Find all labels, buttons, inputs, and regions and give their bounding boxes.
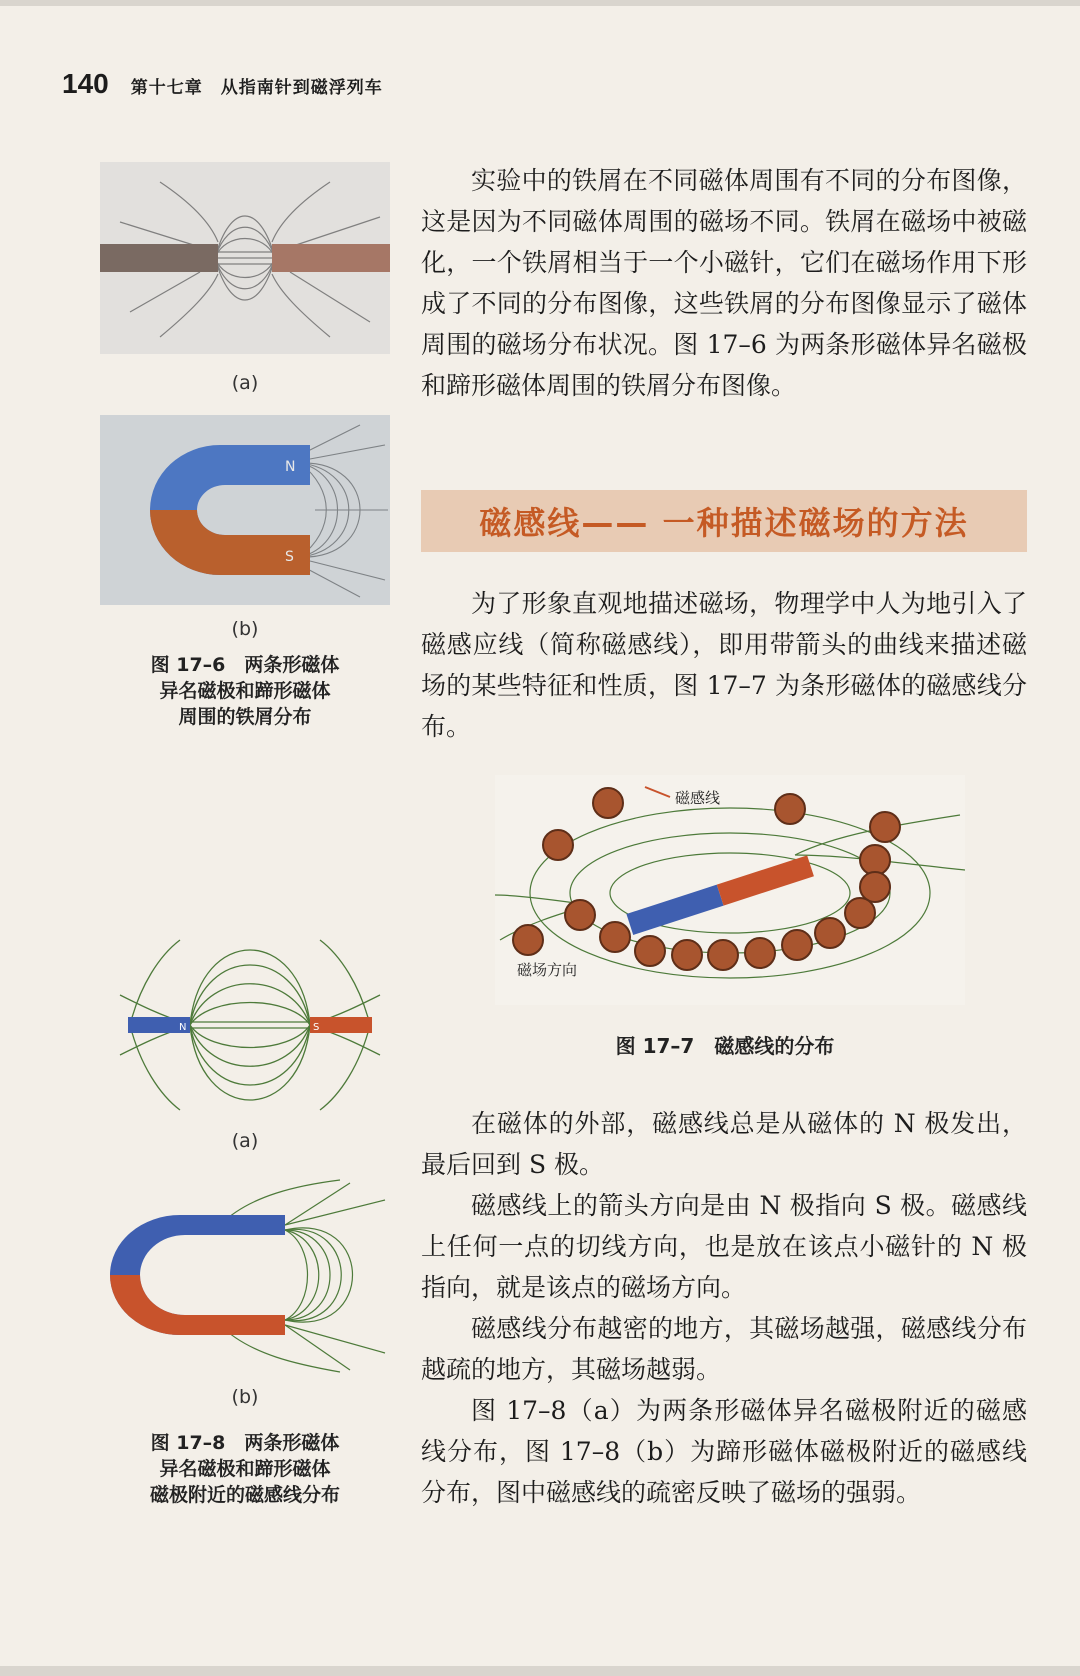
caption-line: 磁极附近的磁感线分布 (149, 1484, 340, 1506)
svg-text:N: N (285, 459, 296, 475)
page-top-edge (0, 0, 1080, 6)
compass-field-diagram (495, 775, 965, 1005)
label-field-lines: 磁感线 (675, 789, 721, 807)
paragraph: 图 17–8（a）为两条形磁体异名磁极附近的磁感线分布，图 17–8（b）为蹄形磁体磁极附近的磁感线分布，图中磁感线的疏密反映了磁场的强弱。 (421, 1396, 1027, 1507)
iron-filings-horseshoe-photo (100, 415, 390, 605)
svg-text:S: S (285, 549, 294, 565)
figure-17-8-caption (110, 1430, 380, 1508)
chapter-title: 第十七章 从指南针到磁浮列车 (130, 78, 383, 98)
figure-17-6a-iron-filings-bars (100, 162, 390, 354)
page-header (62, 68, 383, 100)
caption-line: 图 17–6 两条形磁体 (150, 654, 340, 676)
figure-17-6b-iron-filings-horseshoe (100, 415, 390, 605)
iron-filings-bars-photo (100, 162, 390, 354)
figure-17-8b-field-lines-horseshoe (100, 1175, 390, 1375)
paragraph: 磁感线分布越密的地方，其磁场越强，磁感线分布越疏的地方，其磁场越弱。 (421, 1314, 1027, 1384)
figure-17-8b-label: (b) (231, 1386, 259, 1408)
figure-17-7-compass-field (495, 775, 965, 1005)
figure-17-8a-field-lines-bars (110, 925, 390, 1125)
section-title: 磁感线—— 一种描述磁场的方法 (479, 504, 969, 542)
page-number: 140 (62, 68, 109, 99)
caption-line: 图 17–8 两条形磁体 (150, 1432, 340, 1454)
figure-17-8a-label: (a) (231, 1130, 259, 1152)
field-lines-bars-diagram (110, 925, 390, 1125)
paragraph-magnetic-induction-lines (421, 583, 1027, 747)
caption-line: 异名磁极和蹄形磁体 (159, 1458, 331, 1480)
caption-line: 周围的铁屑分布 (178, 706, 312, 728)
label-field-direction: 磁场方向 (517, 961, 578, 979)
paragraph-iron-filings (421, 160, 1027, 406)
paragraph: 为了形象直观地描述磁场，物理学中人为地引入了磁感应线（简称磁感线），即用带箭头的曲线来描述磁场的某些特征和性质，图 17–7 为条形磁体的磁感线分布。 (421, 589, 1027, 741)
paragraph: 磁感线上的箭头方向是由 N 极指向 S 极。磁感线上任何一点的切线方向，也是放在该点小磁针的 N 极指向，就是该点的磁场方向。 (421, 1191, 1027, 1302)
paragraph: 在磁体的外部，磁感线总是从磁体的 N 极发出，最后回到 S 极。 (421, 1109, 1027, 1179)
page-bottom-edge (0, 1666, 1080, 1676)
caption-line: 异名磁极和蹄形磁体 (159, 680, 331, 702)
svg-text:N: N (179, 1022, 187, 1033)
figure-17-6b-label: (b) (231, 618, 259, 640)
paragraph: 实验中的铁屑在不同磁体周围有不同的分布图像，这是因为不同磁体周围的磁场不同。铁屑在磁场中被磁化，一个铁屑相当于一个小磁针，它们在磁场作用下形成了不同的分布图像，这些铁屑的分布图像显示了磁体周围的磁场分布状况。图 17–6 为两条形磁体异名磁极和蹄形磁体周围的铁屑分布图像。 (421, 166, 1027, 400)
figure-17-6-caption (110, 652, 380, 730)
figure-17-7-caption: 图 17–7 磁感线的分布 (615, 1034, 835, 1058)
figure-17-6a-label: (a) (231, 372, 259, 394)
svg-text:S: S (313, 1022, 320, 1033)
field-lines-horseshoe-diagram (100, 1175, 390, 1375)
section-title-banner (421, 490, 1027, 552)
paragraph-group-properties (421, 1103, 1027, 1513)
